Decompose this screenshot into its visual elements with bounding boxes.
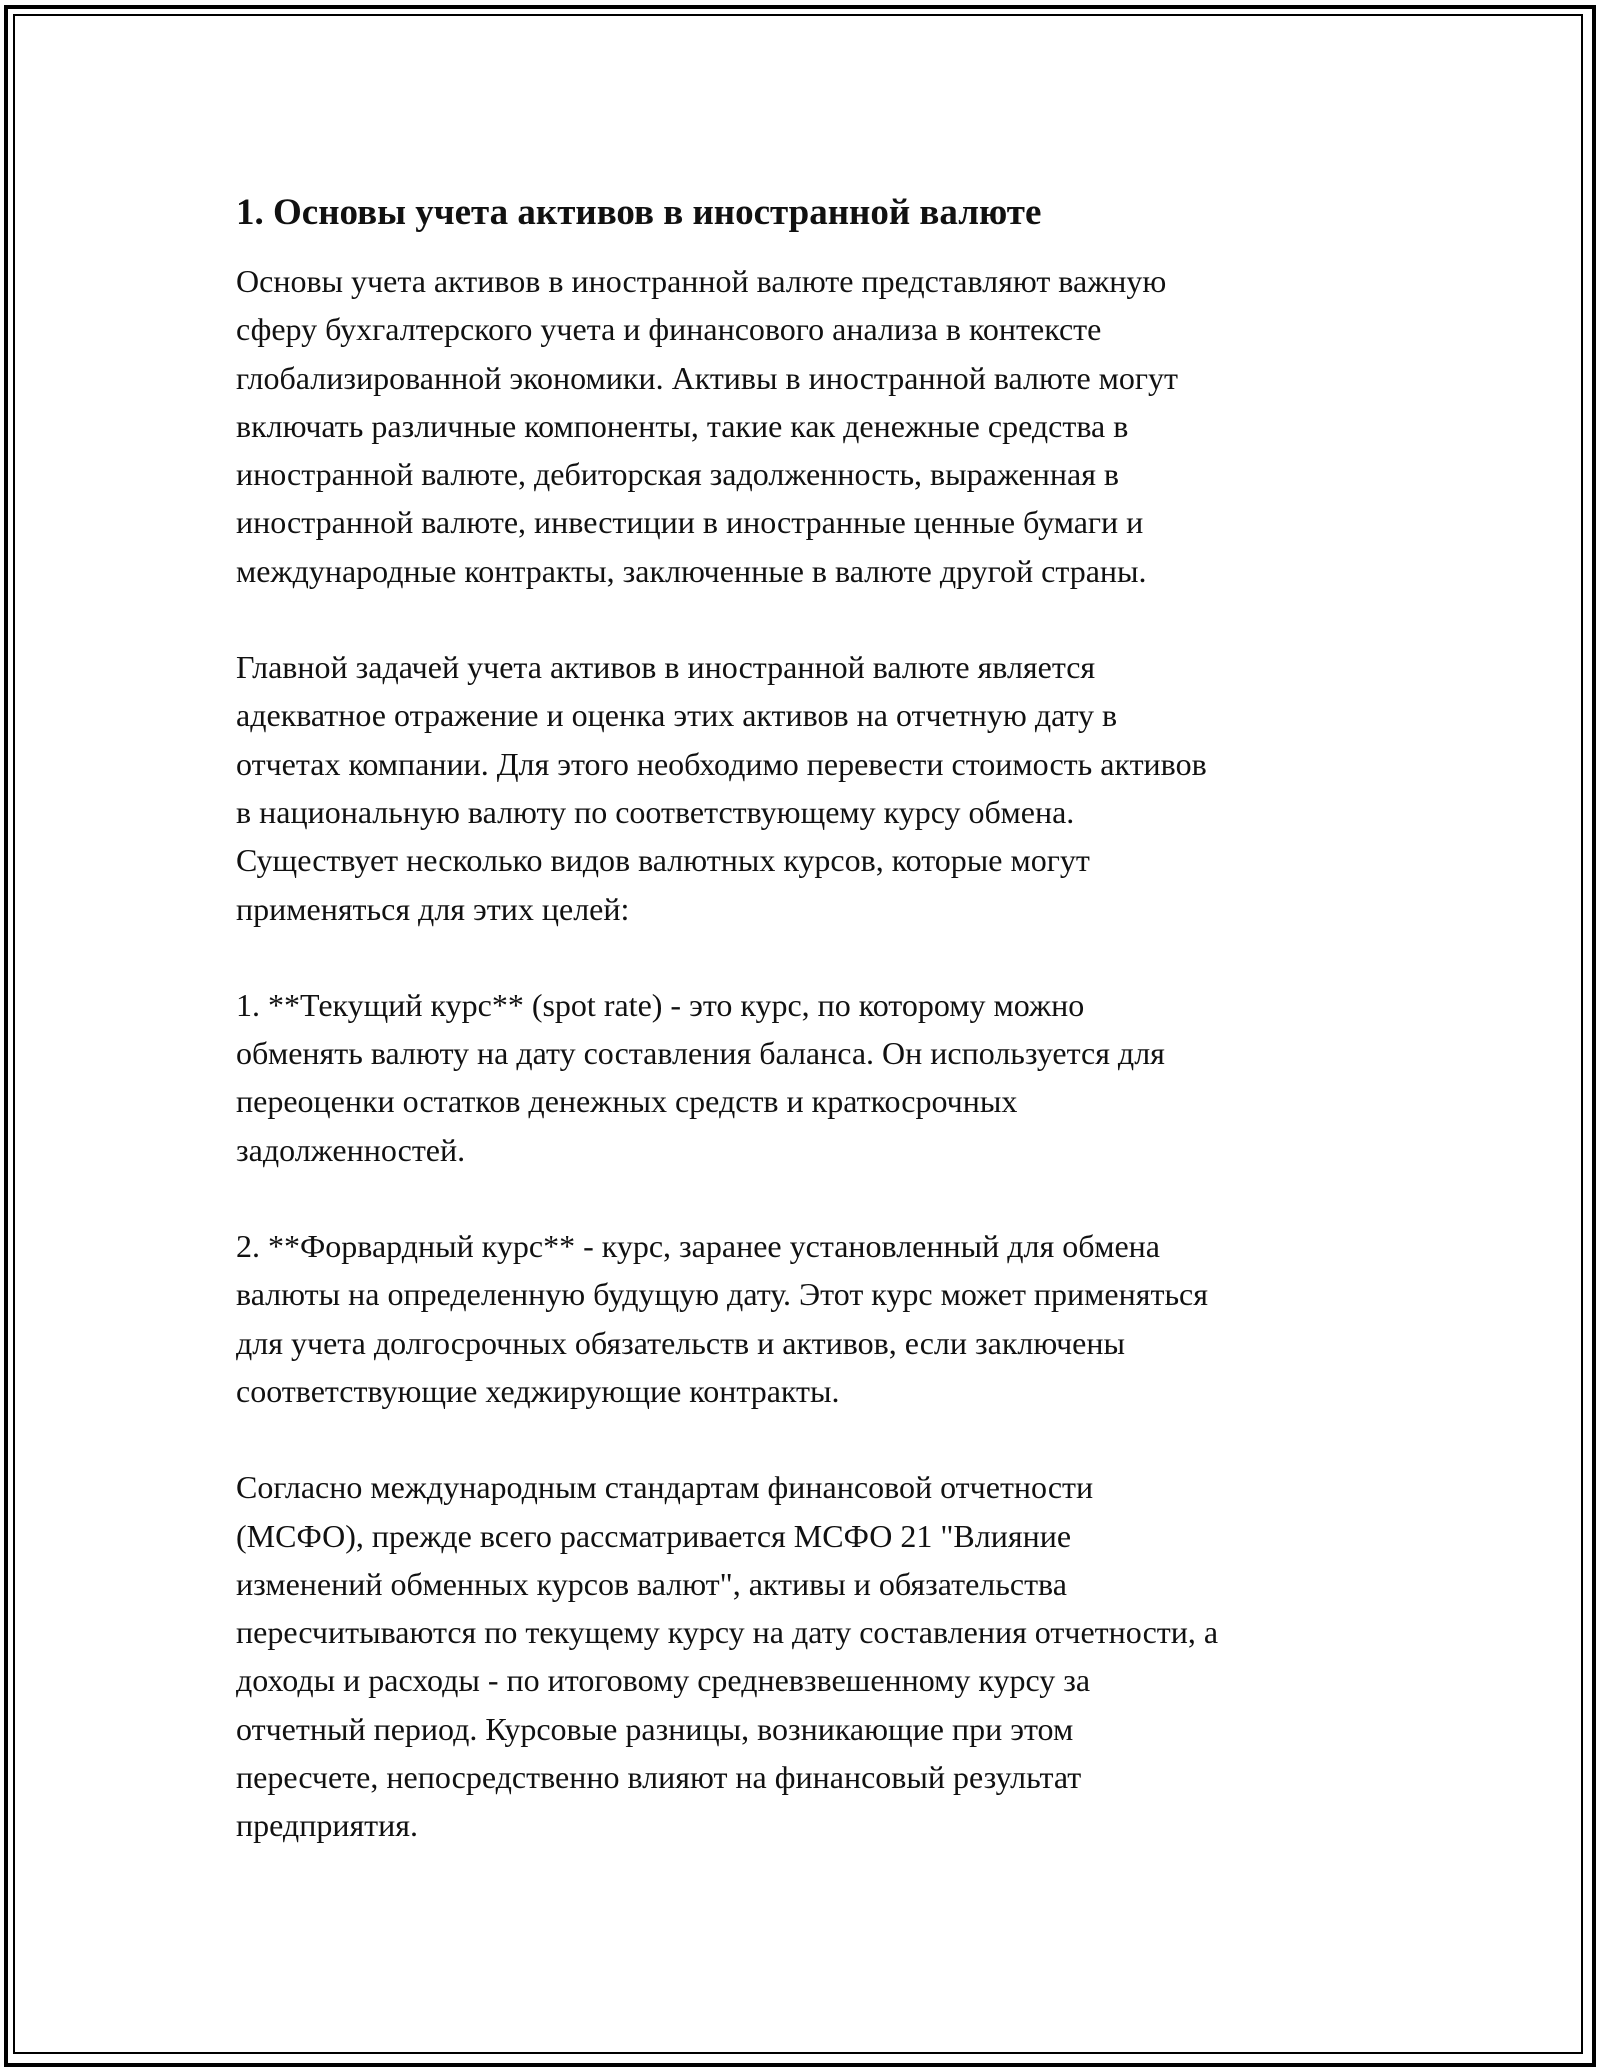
text-line: предприятия. <box>236 1807 418 1844</box>
text-line: иностранной валюте, инвестиции в иностранные ценные бумаги и <box>236 504 1144 541</box>
text-line: международные контракты, заключенные в валюте другой страны. <box>236 552 1147 589</box>
text-line: включать различные компоненты, такие как денежные средства в <box>236 407 1129 444</box>
text-line: в национальную валюту по соответствующему курсу обмена. <box>236 793 1075 830</box>
text-line: пересчете, непосредственно влияют на финансовый результат <box>236 1759 1082 1796</box>
text-line: сферу бухгалтерского учета и финансового анализа в контексте <box>236 311 1102 348</box>
paragraph-intro <box>236 257 1396 595</box>
text-line: доходы и расходы - по итоговому средневзвешенному курсу за <box>236 1662 1091 1699</box>
paragraph-spot-rate <box>236 981 1396 1174</box>
paragraph-main-task <box>236 643 1396 933</box>
text-line: адекватное отражение и оценка этих активов на отчетную дату в <box>236 697 1118 734</box>
text-line: глобализированной экономики. Активы в иностранной валюте могут <box>236 359 1179 396</box>
text-line: применяться для этих целей: <box>236 890 630 927</box>
text-line: соответствующие хеджирующие контракты. <box>236 1372 840 1409</box>
section-heading: 1. Основы учета активов в иностранной валюте <box>236 192 1042 233</box>
text-line: (МСФО), прежде всего рассматривается МСФО 21 "Влияние <box>236 1517 1072 1554</box>
document-body <box>236 185 1396 1850</box>
text-line: Существует несколько видов валютных курсов, которые могут <box>236 842 1090 879</box>
text-line: Основы учета активов в иностранной валюте представляют важную <box>236 263 1167 299</box>
text-line: отчетах компании. Для этого необходимо перевести стоимость активов <box>236 745 1207 782</box>
text-line: задолженностей. <box>236 1131 466 1168</box>
text-line: Главной задачей учета активов в иностранной валюте является <box>236 649 1096 686</box>
text-line: пересчитываются по текущему курсу на дату составления отчетности, а <box>236 1614 1219 1651</box>
text-line: изменений обменных курсов валют", активы и обязательства <box>236 1565 1067 1602</box>
text-line: отчетный период. Курсовые разницы, возникающие при этом <box>236 1710 1074 1747</box>
text-line: переоценки остатков денежных средств и краткосрочных <box>236 1083 1018 1120</box>
text-line: иностранной валюте, дебиторская задолженность, выраженная в <box>236 456 1120 493</box>
text-line: 1. **Текущий курс** (spot rate) - это курс, по которому можно <box>236 986 1085 1023</box>
text-line: валюты на определенную будущую дату. Этот курс может применяться <box>236 1276 1208 1313</box>
text-line: обменять валюту на дату составления баланса. Он используется для <box>236 1035 1165 1072</box>
text-line: Согласно международным стандартам финансовой отчетности <box>236 1469 1094 1506</box>
text-line: 2. **Форвардный курс** - курс, заранее установленный для обмена <box>236 1228 1160 1265</box>
paragraph-forward-rate <box>236 1222 1396 1415</box>
paragraph-ifrs <box>236 1463 1396 1849</box>
text-line: для учета долгосрочных обязательств и активов, если заключены <box>236 1324 1125 1361</box>
